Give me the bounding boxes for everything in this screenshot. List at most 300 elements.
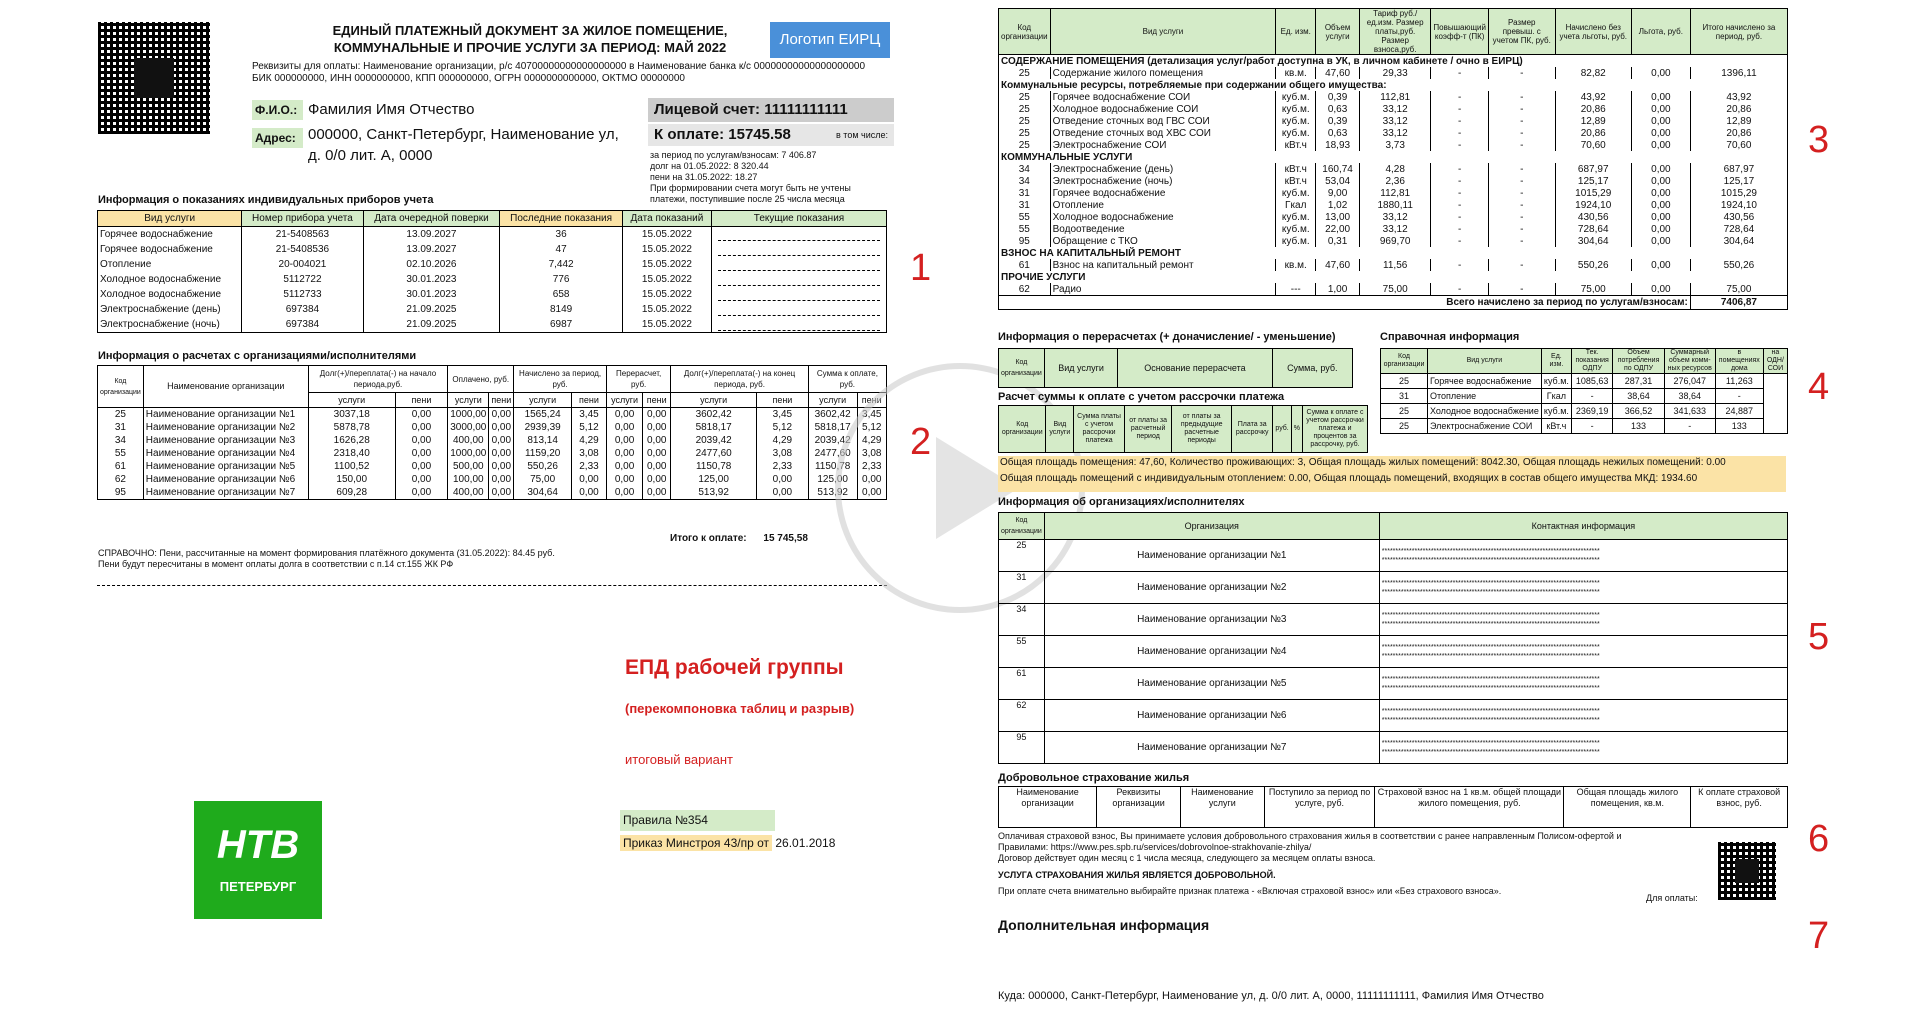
calc-cell: 0,00	[857, 473, 887, 486]
meters-header-cell: Дата показаний	[622, 211, 711, 227]
epd-title: ЕПД рабочей группы	[625, 656, 844, 679]
installment-title: Расчет суммы к оплате с учетом рассрочки платежа	[998, 391, 1285, 403]
services-cell: -	[1488, 163, 1555, 175]
payment-qr-code	[1718, 842, 1776, 900]
meters-cell: 36	[500, 227, 622, 243]
services-cell: 0,39	[1316, 91, 1360, 103]
meters-row	[98, 257, 887, 272]
services-cell: 12,89	[1690, 115, 1787, 127]
meters-table	[97, 210, 887, 333]
calc-cell: 150,00	[308, 473, 395, 486]
services-cell: 47,60	[1316, 259, 1360, 271]
installment-header-cell: Сумма платы с учетом рассрочки платежа	[1074, 406, 1125, 453]
ref-cell: 1085,63	[1571, 374, 1612, 389]
calc-cell: 0,00	[643, 408, 671, 422]
services-cell: 1396,11	[1690, 67, 1787, 79]
meters-cell: Электроснабжение (ночь)	[98, 317, 242, 333]
services-cell: 0,00	[1631, 211, 1690, 223]
ref-title: Справочная информация	[1380, 331, 1520, 343]
services-cell: 1,00	[1316, 283, 1360, 296]
services-cell: 0,00	[1631, 103, 1690, 115]
contact-mask-line2: ********************************************************************************	[1381, 716, 1600, 724]
calc-cell: 62	[98, 473, 144, 486]
meters-cell: 02.10.2026	[363, 257, 500, 272]
services-cell: 55	[999, 223, 1051, 235]
services-total-value: 7406,87	[1690, 296, 1787, 310]
services-cell: -	[1488, 283, 1555, 296]
calc-cell: 400,00	[448, 434, 489, 447]
calc-cell: 100,00	[448, 473, 489, 486]
pay-details	[650, 150, 900, 205]
orgs-header-cell: Контактная информация	[1379, 513, 1787, 540]
orgs-name-cell: Наименование организации №6	[1044, 700, 1379, 732]
insurance-header-cell: Страховой взнос на 1 кв.м. общей площади жилого помещения, руб.	[1375, 787, 1564, 828]
services-cell: 25	[999, 127, 1051, 139]
contact-mask-line1: ********************************************************************************	[1381, 643, 1600, 651]
orgs-row	[999, 572, 1788, 604]
calc-cell: 0,00	[606, 486, 642, 500]
meters-cell: Электроснабжение (день)	[98, 302, 242, 317]
requisites-line1: Реквизиты для оплаты: Наименование организации, р/с 40700000000000000000 в Наименование банка к/с 00000000000000000000	[252, 61, 866, 72]
meters-cell: Горячее водоснабжение	[98, 242, 242, 257]
current-reading-input[interactable]	[712, 317, 887, 333]
services-cell: -	[1431, 91, 1489, 103]
calc-cell: 4,29	[756, 434, 808, 447]
ref-cell: 2369,19	[1571, 404, 1612, 419]
calc-cell: 1150,78	[808, 460, 857, 473]
insurance-title: Добровольное страхование жилья	[998, 772, 1190, 784]
calc-header-cell: Оплачено, руб.	[448, 366, 514, 393]
meters-cell: 5112733	[242, 287, 363, 302]
services-cell: 75,00	[1690, 283, 1787, 296]
ref-cell: Горячее водоснабжение	[1427, 374, 1541, 389]
ref-cell: -	[1715, 389, 1763, 404]
calc-cell: 1150,78	[671, 460, 757, 473]
calc-cell: 5878,78	[308, 421, 395, 434]
ref-cell: Холодное водоснабжение	[1427, 404, 1541, 419]
contact-mask-line2: ********************************************************************************	[1381, 588, 1600, 596]
contact-mask-line1: ********************************************************************************	[1381, 579, 1600, 587]
ref-row	[1381, 374, 1788, 389]
services-cell: 0,00	[1631, 223, 1690, 235]
services-row	[999, 259, 1788, 271]
account-number: Лицевой счет: 11111111111	[648, 98, 894, 122]
services-cell: 20,86	[1690, 103, 1787, 115]
ntv-logo	[194, 801, 322, 919]
calc-subheader-cell: услуги	[671, 393, 757, 408]
services-cell: 12,89	[1555, 115, 1631, 127]
calc-row	[98, 408, 887, 422]
services-cell: Горячее водоснабжение	[1050, 187, 1276, 199]
meters-cell: 15.05.2022	[622, 302, 711, 317]
marker-2: 2	[910, 421, 932, 463]
ref-cell: -	[1571, 419, 1612, 434]
area-line1: Общая площадь помещения: 47,60, Количество проживающих: 3, Общая площадь жилых помещений: 8042.30, Общая площадь нежилых помещений: 0.00	[1000, 457, 1726, 468]
insurance-text3: Договор действует один месяц с 1 числа месяца, следующего за месяцем оплаты взноса.	[998, 853, 1376, 863]
calc-cell: 1000,00	[448, 447, 489, 460]
calc-subheader-cell: пени	[395, 393, 448, 408]
ref-cell: 366,52	[1613, 404, 1664, 419]
total-label: Итого к оплате:	[670, 533, 747, 544]
services-cell: -	[1431, 199, 1489, 211]
orgs-row	[999, 700, 1788, 732]
ref-cell: Электроснабжение СОИ	[1427, 419, 1541, 434]
meters-cell: 20-004021	[242, 257, 363, 272]
services-cell: Электроснабжение (день)	[1050, 163, 1276, 175]
calc-cell: 5818,17	[808, 421, 857, 434]
services-cell: 0,00	[1631, 235, 1690, 247]
calc-subheader-cell: пени	[756, 393, 808, 408]
calc-cell: 0,00	[606, 408, 642, 422]
orgs-contact-cell	[1379, 604, 1787, 636]
calc-cell: 0,00	[643, 421, 671, 434]
calc-cell: 3,08	[857, 447, 887, 460]
calc-cell: 2,33	[756, 460, 808, 473]
calc-title: Информация о расчетах с организациями/исполнителями	[98, 350, 417, 362]
services-row	[999, 175, 1788, 187]
services-cell: куб.м.	[1276, 115, 1316, 127]
orgs-contact-cell	[1379, 540, 1787, 572]
calc-header-cell: Долг(+)/переплата(-) на конец периода, руб.	[671, 366, 809, 393]
services-cell: 0,00	[1631, 115, 1690, 127]
calc-cell: 0,00	[643, 460, 671, 473]
installment-header-cell: от платы за расчетный период	[1124, 406, 1171, 453]
calc-cell: 2477,60	[671, 447, 757, 460]
ref-row	[1381, 404, 1788, 419]
services-row	[999, 127, 1788, 139]
services-cell: 304,64	[1690, 235, 1787, 247]
calc-cell: 0,00	[489, 421, 514, 434]
meters-cell: Холодное водоснабжение	[98, 272, 242, 287]
current-reading-input[interactable]	[712, 302, 887, 317]
meters-cell: 21.09.2025	[363, 302, 500, 317]
calc-cell: 0,00	[606, 460, 642, 473]
ref-cell: 133	[1613, 419, 1664, 434]
calc-cell: 0,00	[606, 473, 642, 486]
total-value: 15 745,58	[763, 533, 808, 544]
calc-cell: 1626,28	[308, 434, 395, 447]
meters-cell: 47	[500, 242, 622, 257]
meters-cell: 15.05.2022	[622, 317, 711, 333]
calc-cell: 125,00	[671, 473, 757, 486]
services-section-row	[999, 271, 1788, 283]
recalc-header-cell: Вид услуги	[1044, 349, 1118, 388]
calc-cell: 0,00	[606, 421, 642, 434]
address-label: Адрес:	[252, 128, 303, 148]
meters-cell: 5112722	[242, 272, 363, 287]
pay-detail-line: пени на 31.05.2022: 18.27	[650, 172, 758, 182]
services-cell: -	[1431, 103, 1489, 115]
calc-subheader-cell: услуги	[808, 393, 857, 408]
contact-mask-line2: ********************************************************************************	[1381, 684, 1600, 692]
ref-header-cell: в помещениях дома	[1715, 349, 1763, 374]
calc-header-cell: Начислено за период, руб.	[514, 366, 607, 393]
services-cell: 687,97	[1555, 163, 1631, 175]
calc-cell: 2,33	[857, 460, 887, 473]
ref-cell: кВт.ч	[1541, 419, 1571, 434]
calc-cell: 0,00	[643, 473, 671, 486]
services-cell: 47,60	[1316, 67, 1360, 79]
services-total-label: Всего начислено за период по услугам/взносам:	[999, 296, 1691, 310]
order-label: Приказ Минстроя 43/пр от	[620, 835, 772, 851]
calc-header-cell: Наименование организации	[143, 366, 308, 408]
services-cell: 1924,10	[1690, 199, 1787, 211]
orgs-row	[999, 636, 1788, 668]
current-reading-input[interactable]	[712, 287, 887, 302]
contact-mask-line1: ********************************************************************************	[1381, 611, 1600, 619]
calc-cell: 0,00	[489, 408, 514, 422]
services-cell: 29,33	[1359, 67, 1430, 79]
calc-header-cell: Код организации	[98, 366, 144, 408]
services-cell: 82,82	[1555, 67, 1631, 79]
services-cell: Горячее водоснабжение СОИ	[1050, 91, 1276, 103]
services-cell: -	[1488, 103, 1555, 115]
services-cell: 9,00	[1316, 187, 1360, 199]
services-header-cell: Повышающий коэфф-т (ПК)	[1431, 9, 1489, 55]
marker-6: 6	[1808, 818, 1830, 860]
services-cell: -	[1431, 163, 1489, 175]
calc-cell: 34	[98, 434, 144, 447]
calc-header-cell: Перерасчет, руб.	[606, 366, 670, 393]
services-cell: 43,92	[1690, 91, 1787, 103]
services-cell: -	[1431, 175, 1489, 187]
meters-cell: 15.05.2022	[622, 257, 711, 272]
calc-cell: 3,08	[572, 447, 607, 460]
services-header-cell: Вид услуги	[1050, 9, 1276, 55]
orgs-code-cell: 62	[999, 700, 1045, 732]
ref-cell: 276,047	[1664, 374, 1715, 389]
calc-cell: 513,92	[671, 486, 757, 500]
meters-cell: 15.05.2022	[622, 272, 711, 287]
calc-subheader-cell: пени	[489, 393, 514, 408]
services-row	[999, 283, 1788, 296]
meters-title: Информация о показаниях индивидуальных приборов учета	[98, 194, 434, 206]
installment-header-cell: Вид услуги	[1046, 406, 1074, 453]
calc-cell: 4,29	[857, 434, 887, 447]
insurance-text1: Оплачивая страховой взнос, Вы принимаете условия добровольного страхования жилья в соответствии с ранее направленным Полисом-офертой и	[998, 831, 1622, 841]
pay-detail-line: платежи, поступившие после 25 числа месяца	[650, 194, 845, 204]
ref-header-cell: Тек. показания ОДПУ	[1571, 349, 1612, 374]
services-cell: 25	[999, 139, 1051, 151]
services-cell: 53,04	[1316, 175, 1360, 187]
orgs-code-cell: 31	[999, 572, 1045, 604]
contact-mask-line1: ********************************************************************************	[1381, 675, 1600, 683]
calc-cell: Наименование организации №5	[143, 460, 308, 473]
services-cell: 34	[999, 175, 1051, 187]
orgs-contact-cell	[1379, 572, 1787, 604]
doc-title-line1: ЕДИНЫЙ ПЛАТЕЖНЫЙ ДОКУМЕНТ ЗА ЖИЛОЕ ПОМЕЩЕНИЕ,	[332, 23, 728, 38]
ref-cell: Отопление	[1427, 389, 1541, 404]
doc-title-line2: КОММУНАЛЬНЫЕ И ПРОЧИЕ УСЛУГИ ЗА ПЕРИОД: МАЙ 2022	[333, 40, 727, 55]
services-total-row	[999, 296, 1788, 310]
orgs-row	[999, 668, 1788, 700]
to-pay-note: в том числе:	[836, 130, 888, 140]
meters-cell: Холодное водоснабжение	[98, 287, 242, 302]
calc-row	[98, 486, 887, 500]
calc-row	[98, 434, 887, 447]
meters-cell: 697384	[242, 302, 363, 317]
services-section-row	[999, 247, 1788, 259]
insurance-header-cell: Наименование услуги	[1180, 787, 1264, 828]
contact-mask-line1: ********************************************************************************	[1381, 547, 1600, 555]
insurance-header-cell: Общая площадь жилого помещения, кв.м.	[1564, 787, 1691, 828]
insurance-text2[interactable]: Правилами: https://www.pes.spb.ru/services/dobrovolnoe-strakhovanie-zhilya/	[998, 842, 1312, 852]
services-cell: 125,17	[1555, 175, 1631, 187]
services-cell: Гкал	[1276, 199, 1316, 211]
pay-detail-line: за период по услугам/взносам: 7 406.87	[650, 150, 817, 160]
calc-cell: 0,00	[606, 447, 642, 460]
calc-header-cell: Сумма к оплате, руб.	[808, 366, 886, 393]
meters-row	[98, 272, 887, 287]
address-line2: д. 0/0 лит. А, 0000	[308, 147, 433, 164]
services-cell: 25	[999, 115, 1051, 127]
orgs-name-cell: Наименование организации №7	[1044, 732, 1379, 764]
ref-header-cell: Вид услуги	[1427, 349, 1541, 374]
services-cell: 0,00	[1631, 187, 1690, 199]
meters-row	[98, 227, 887, 243]
services-cell: 11,56	[1359, 259, 1430, 271]
ref-cell: куб.м.	[1541, 404, 1571, 419]
services-cell: 95	[999, 235, 1051, 247]
calc-subheader-cell: пени	[572, 393, 607, 408]
services-cell: 0,00	[1631, 259, 1690, 271]
orgs-contact-cell	[1379, 668, 1787, 700]
calc-subheader-cell: пени	[857, 393, 887, 408]
ref-cell: 341,633	[1664, 404, 1715, 419]
services-cell: 1015,29	[1690, 187, 1787, 199]
ref-header-cell: Суммарный объем комм-ных ресурсов	[1664, 349, 1715, 374]
services-cell: Холодное водоснабжение СОИ	[1050, 103, 1276, 115]
ref-cell: 31	[1381, 389, 1428, 404]
services-cell: -	[1488, 139, 1555, 151]
ref-cell: 25	[1381, 419, 1428, 434]
services-cell: -	[1488, 127, 1555, 139]
meters-row	[98, 287, 887, 302]
calc-cell: 1159,20	[514, 447, 572, 460]
services-cell: 1015,29	[1555, 187, 1631, 199]
services-row	[999, 103, 1788, 115]
current-reading-input[interactable]	[712, 272, 887, 287]
orgs-name-cell: Наименование организации №5	[1044, 668, 1379, 700]
meters-cell: 21-5408536	[242, 242, 363, 257]
services-cell: куб.м.	[1276, 187, 1316, 199]
services-cell: 75,00	[1359, 283, 1430, 296]
calc-cell: 95	[98, 486, 144, 500]
calc-cell: 0,00	[489, 447, 514, 460]
services-cell: кв.м.	[1276, 259, 1316, 271]
insurance-voluntary: УСЛУГА СТРАХОВАНИЯ ЖИЛЬЯ ЯВЛЯЕТСЯ ДОБРОВОЛЬНОЙ.	[998, 870, 1276, 880]
calc-cell: 3,08	[756, 447, 808, 460]
calc-cell: 0,00	[756, 473, 808, 486]
calc-cell: 513,92	[808, 486, 857, 500]
services-cell: 13,00	[1316, 211, 1360, 223]
calc-cell: 400,00	[448, 486, 489, 500]
calc-subheader-cell: услуги	[448, 393, 489, 408]
services-cell: 0,31	[1316, 235, 1360, 247]
to-pay-amount: К оплате: 15745.58	[654, 126, 791, 143]
services-cell: -	[1488, 91, 1555, 103]
services-cell: 70,60	[1555, 139, 1631, 151]
services-cell: куб.м.	[1276, 103, 1316, 115]
recalc-header-cell: Основание перерасчета	[1118, 349, 1272, 388]
ref-cell: Гкал	[1541, 389, 1571, 404]
calc-cell: 0,00	[395, 434, 448, 447]
calc-cell: 813,14	[514, 434, 572, 447]
orgs-name-cell: Наименование организации №3	[1044, 604, 1379, 636]
services-cell: кв.м.	[1276, 67, 1316, 79]
services-cell: 22,00	[1316, 223, 1360, 235]
services-cell: Электроснабжение (ночь)	[1050, 175, 1276, 187]
calc-cell: Наименование организации №1	[143, 408, 308, 422]
services-cell: -	[1431, 139, 1489, 151]
calc-row	[98, 473, 887, 486]
meters-cell: 21-5408563	[242, 227, 363, 243]
services-cell: 33,12	[1359, 103, 1430, 115]
services-cell: 62	[999, 283, 1051, 296]
services-header-cell: Размер превыш. с учетом ПК, руб.	[1488, 9, 1555, 55]
orgs-code-cell: 34	[999, 604, 1045, 636]
ref-row	[1381, 419, 1788, 434]
insurance-header-cell: К оплате страховой взнос, руб.	[1691, 787, 1788, 828]
calc-table	[97, 365, 887, 500]
services-header-cell: Итого начислено за период, руб.	[1690, 9, 1787, 55]
installment-table	[998, 405, 1368, 453]
orgs-name-cell: Наименование организации №4	[1044, 636, 1379, 668]
eirc-logo: Логотип ЕИРЦ	[770, 22, 890, 58]
current-reading-input[interactable]	[712, 242, 887, 257]
calc-cell: 3000,00	[448, 421, 489, 434]
ref-cell: 24,887	[1715, 404, 1763, 419]
calc-cell: 25	[98, 408, 144, 422]
for-payment-label: Для оплаты:	[1646, 893, 1698, 903]
insurance-header-cell: Реквизиты организации	[1097, 787, 1181, 828]
penalty-note2: Пени будут пересчитаны в момент оплаты долга в соответствии с п.14 ст.155 ЖК РФ	[98, 559, 454, 569]
orgs-contact-cell	[1379, 700, 1787, 732]
services-cell: кВт.ч	[1276, 163, 1316, 175]
services-cell: 0,00	[1631, 175, 1690, 187]
services-cell: 0,00	[1631, 283, 1690, 296]
services-cell: куб.м.	[1276, 91, 1316, 103]
services-cell: 33,12	[1359, 223, 1430, 235]
calc-cell: 1000,00	[448, 408, 489, 422]
insurance-header-cell: Наименование организации	[999, 787, 1097, 828]
calc-cell: 55	[98, 447, 144, 460]
ref-header-cell: на ОДН/СОИ	[1763, 349, 1787, 374]
services-cell: 25	[999, 103, 1051, 115]
services-cell: Обращение с ТКО	[1050, 235, 1276, 247]
current-reading-input[interactable]	[712, 257, 887, 272]
calc-cell: 5818,17	[671, 421, 757, 434]
services-row	[999, 211, 1788, 223]
meters-cell: 7,442	[500, 257, 622, 272]
ref-row	[1381, 389, 1788, 404]
services-section-title: ПРОЧИЕ УСЛУГИ	[1001, 271, 1086, 283]
meters-cell: 13.09.2027	[363, 242, 500, 257]
ntv-logo-text: НТВ	[216, 823, 300, 867]
services-cell: 0,00	[1631, 199, 1690, 211]
services-cell: 55	[999, 211, 1051, 223]
services-cell: -	[1488, 187, 1555, 199]
contact-mask-line2: ********************************************************************************	[1381, 620, 1600, 628]
calc-cell: 0,00	[395, 473, 448, 486]
current-reading-input[interactable]	[712, 227, 887, 243]
services-cell: -	[1488, 67, 1555, 79]
meters-header-cell: Текущие показания	[712, 211, 887, 227]
marker-4: 4	[1808, 366, 1830, 408]
insurance-hint: При оплате счета внимательно выбирайте признак платежа - «Включая страховой взнос» или «Без страхового взноса».	[998, 886, 1502, 896]
meters-cell: 30.01.2023	[363, 272, 500, 287]
meters-cell: 8149	[500, 302, 622, 317]
